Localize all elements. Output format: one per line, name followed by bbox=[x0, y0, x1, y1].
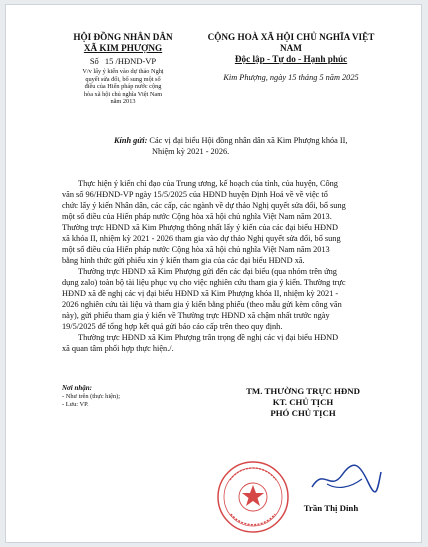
body-line: bằng hình thức gửi phiếu xin ý kiến tham gia của các đại biểu HĐND xã. bbox=[62, 256, 305, 265]
body-line: văn số 96/HĐND-VP ngày 15/5/2025 của HĐND huyện Định Hoá về về việc tổ bbox=[62, 190, 328, 199]
body-line: HĐND xã đề nghị các vị đại biểu HĐND xã Kim Phượng khóa II, nhiệm kỳ 2021 - bbox=[62, 289, 339, 298]
subject-line: quyết sửa đổi, bổ sung một số bbox=[85, 75, 161, 83]
body-line: một số điều của Hiến pháp nước Cộng hòa xã hội chủ nghĩa Việt Nam năm 2013. bbox=[62, 212, 332, 221]
body-line: Thường trực HĐND xã Kim Phượng gửi đến các đại biểu (qua nhóm trên ứng bbox=[78, 267, 337, 276]
signature-line-3: PHÓ CHỦ TỊCH bbox=[270, 408, 336, 418]
body-line: Thường trực HĐND xã Kim Phượng thông nhất lấy ý kiến của các đại biểu HĐND bbox=[62, 223, 338, 232]
recipients-box bbox=[62, 384, 120, 409]
official-seal bbox=[216, 460, 290, 534]
place-date: Kim Phượng, ngày 15 tháng 5 năm 2025 bbox=[223, 73, 359, 82]
signature-line-1: TM. THƯỜNG TRỰC HĐND bbox=[246, 386, 360, 396]
subject-line: hòa xã hội chủ nghĩa Việt Nam bbox=[83, 90, 163, 98]
body-line: 19/5/2025 để tổng hợp kết quả gửi báo cáo cấp trên theo quy định. bbox=[62, 322, 283, 331]
body-line: chức lấy ý kiến Nhân dân, các cấp, các ngành về dự thảo Nghị quyết sửa đổi, bổ sung bbox=[62, 201, 346, 210]
authority-line-2: XÃ KIM PHƯỢNG bbox=[83, 43, 163, 53]
subject-line: điều của Hiến pháp nước cộng bbox=[84, 83, 162, 91]
salutation-line-1: Các vị đại biểu Hội đồng nhân dân xã Kim Phượng khóa II, bbox=[147, 136, 348, 145]
body-line: một số điều của Hiến pháp nước Cộng hòa xã hội chủ nghĩa Việt Nam năm 2013 bbox=[62, 245, 330, 254]
national-motto: Độc lập - Tự do - Hạnh phúc bbox=[234, 54, 348, 64]
issuing-authority bbox=[62, 32, 184, 106]
salutation-line-2: Nhiệm kỳ 2021 - 2026. bbox=[152, 147, 230, 156]
recipient-item: - Lưu: VP. bbox=[62, 401, 89, 408]
body-line: dụng zalo) toàn bộ tài liệu phục vụ cho việc nghiên cứu tham gia ý kiến. Thường trực bbox=[62, 278, 346, 287]
body-line: này), gửi phiếu tham gia ý kiến về Thường trực HĐND xã chậm nhất trước ngày bbox=[62, 311, 330, 320]
signature-line-2: KT. CHỦ TỊCH bbox=[272, 397, 334, 407]
national-title: CỘNG HOÀ XÃ HỘI CHỦ NGHĨA VIỆT NAM bbox=[207, 32, 375, 53]
signature-block bbox=[228, 386, 378, 419]
body-line: 2026 nghiên cứu tài liệu và tham gia ý kiến bằng phiếu (theo mẫu gửi kèm công văn bbox=[62, 300, 342, 309]
document-page bbox=[5, 4, 422, 543]
national-header bbox=[196, 32, 386, 83]
subject-line: V/v lấy ý kiến vào dự thảo Nghị bbox=[82, 68, 164, 75]
salutation-label: Kính gửi: bbox=[114, 136, 148, 145]
body-line: xã khóa II, nhiệm kỳ 2021 - 2026 tham gia vào dự thảo Nghị quyết sửa đổi, bổ sung bbox=[62, 234, 341, 243]
salutation bbox=[114, 136, 347, 146]
body-line: xã quan tâm phối hợp thực hiện./. bbox=[62, 344, 174, 353]
body-line: Thực hiện ý kiến chỉ đạo của Trung ương, kế hoạch của tỉnh, của huyện, Công bbox=[78, 179, 338, 188]
body-line: Thường trực HĐND xã Kim Phượng trân trọng đề nghị các vị đại biểu HĐND bbox=[78, 333, 339, 342]
recipients-title: Nơi nhận: bbox=[62, 384, 93, 392]
signature-mark bbox=[306, 459, 384, 499]
subject-line: năm 2013 bbox=[110, 98, 136, 106]
document-number: Số 15 /HĐND-VP bbox=[89, 56, 157, 66]
recipient-item: - Như trên (thực hiện); bbox=[62, 393, 121, 400]
signer-name: Trần Thị Dinh bbox=[303, 503, 359, 513]
authority-line-1: HỘI ĐỒNG NHÂN DÂN bbox=[73, 32, 173, 42]
subject-block bbox=[62, 68, 184, 106]
